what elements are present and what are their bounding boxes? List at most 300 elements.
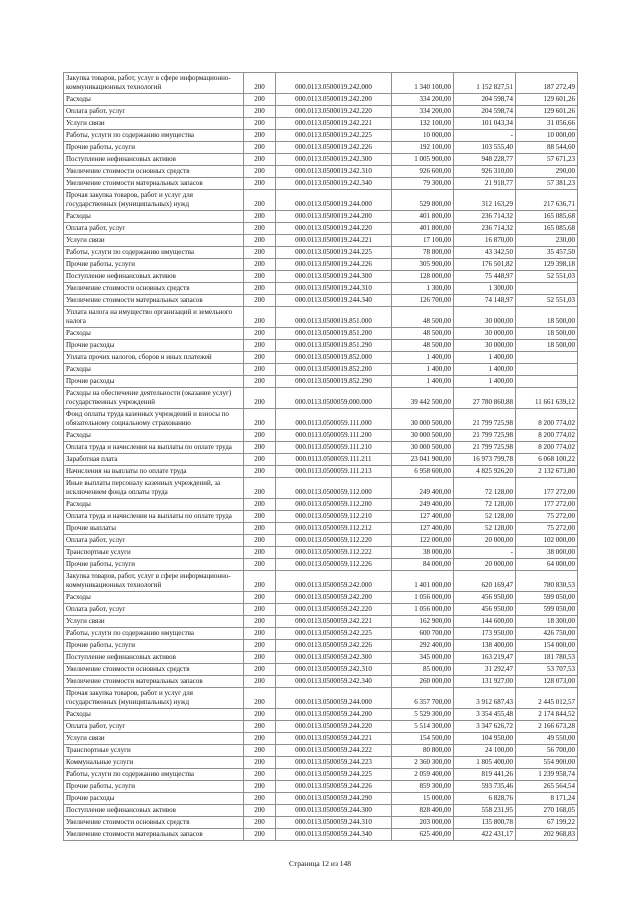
row-line-code-cell: 200 [244,106,276,118]
row-name-cell: Расходы [64,499,244,511]
row-approved-cell: 1 340 100,00 [392,73,454,94]
row-executed-cell: 558 231,95 [454,805,516,817]
row-unexecuted-cell: 177 272,00 [516,478,578,499]
row-executed-cell: 948 228,77 [454,154,516,166]
row-approved-cell: 48 500,00 [392,307,454,328]
row-name-cell: Закупка товаров, работ, услуг в сфере информационно-коммуникационных технологий [64,571,244,592]
row-approved-cell: 1 300,00 [392,283,454,295]
table-row [64,511,578,523]
row-name-cell: Расходы [64,328,244,340]
row-unexecuted-cell: 2 445 012,57 [516,688,578,709]
row-kbk-cell: 000.0113.0500019.244.000 [276,190,392,211]
table-row [64,829,578,841]
row-executed-cell: 236 714,32 [454,223,516,235]
row-executed-cell: 176 501,82 [454,259,516,271]
table-row [64,307,578,328]
row-kbk-cell: 000.0113.0500019.851.200 [276,328,392,340]
row-kbk-cell: 000.0113.0500059.111.210 [276,442,392,454]
row-name-cell: Расходы [64,592,244,604]
row-unexecuted-cell: 75 272,00 [516,511,578,523]
row-line-code-cell: 200 [244,307,276,328]
row-approved-cell: 162 900,00 [392,616,454,628]
row-approved-cell: 292 400,00 [392,640,454,652]
row-unexecuted-cell: 181 780,53 [516,652,578,664]
row-unexecuted-cell: 165 085,68 [516,211,578,223]
row-executed-cell: 75 448,97 [454,271,516,283]
row-approved-cell: 1 005 900,00 [392,154,454,166]
row-line-code-cell: 200 [244,388,276,409]
row-unexecuted-cell: 270 168,05 [516,805,578,817]
row-unexecuted-cell: 1 239 958,74 [516,769,578,781]
row-unexecuted-cell: 57 671,23 [516,154,578,166]
row-name-cell: Прочие расходы [64,340,244,352]
row-approved-cell: 39 442 500,00 [392,388,454,409]
row-executed-cell: 21 799 725,98 [454,409,516,430]
table-row [64,190,578,211]
row-executed-cell: 6 828,76 [454,793,516,805]
row-approved-cell: 334 200,00 [392,106,454,118]
row-approved-cell: 30 000 500,00 [392,430,454,442]
row-executed-cell: 20 000,00 [454,535,516,547]
row-kbk-cell: 000.0113.0500059.112.212 [276,523,392,535]
row-line-code-cell: 200 [244,73,276,94]
table-row [64,259,578,271]
row-executed-cell: 30 000,00 [454,340,516,352]
row-executed-cell: 204 598,74 [454,106,516,118]
table-row [64,364,578,376]
row-name-cell: Прочие расходы [64,376,244,388]
row-name-cell: Оплата работ, услуг [64,106,244,118]
row-line-code-cell: 200 [244,688,276,709]
table-row [64,805,578,817]
row-name-cell: Работы, услуги по содержанию имущества [64,769,244,781]
row-kbk-cell: 000.0113.0500059.244.000 [276,688,392,709]
row-executed-cell: 138 400,00 [454,640,516,652]
row-unexecuted-cell: 8 171,24 [516,793,578,805]
row-name-cell: Расходы [64,211,244,223]
row-executed-cell: 74 148,97 [454,295,516,307]
row-unexecuted-cell: 2 132 673,80 [516,466,578,478]
row-executed-cell: 72 128,00 [454,499,516,511]
row-kbk-cell: 000.0113.0500059.112.220 [276,535,392,547]
table-row [64,628,578,640]
row-unexecuted-cell: 75 272,00 [516,523,578,535]
row-name-cell: Увеличение стоимости основных средств [64,817,244,829]
row-kbk-cell: 000.0113.0500059.244.290 [276,793,392,805]
row-line-code-cell: 200 [244,676,276,688]
row-line-code-cell: 200 [244,283,276,295]
row-line-code-cell: 200 [244,352,276,364]
row-kbk-cell: 000.0113.0500019.244.340 [276,295,392,307]
row-approved-cell: 79 300,00 [392,178,454,190]
row-name-cell: Оплата работ, услуг [64,535,244,547]
table-row [64,283,578,295]
row-kbk-cell: 000.0113.0500059.112.226 [276,559,392,571]
table-row [64,73,578,94]
row-unexecuted-cell: 11 661 639,12 [516,388,578,409]
row-executed-cell: 21 918,77 [454,178,516,190]
row-line-code-cell: 200 [244,805,276,817]
row-line-code-cell: 200 [244,340,276,352]
row-executed-cell: 30 000,00 [454,328,516,340]
table-row [64,178,578,190]
row-executed-cell: 21 799 725,98 [454,430,516,442]
row-approved-cell: 260 000,00 [392,676,454,688]
row-executed-cell: 312 163,29 [454,190,516,211]
row-approved-cell: 401 800,00 [392,223,454,235]
row-line-code-cell: 200 [244,616,276,628]
row-kbk-cell: 000.0113.0500059.242.300 [276,652,392,664]
table-row [64,235,578,247]
table-row [64,592,578,604]
row-line-code-cell: 200 [244,328,276,340]
row-approved-cell: 2 059 400,00 [392,769,454,781]
row-executed-cell: 173 950,00 [454,628,516,640]
row-kbk-cell: 000.0113.0500059.111.000 [276,409,392,430]
row-line-code-cell: 200 [244,757,276,769]
row-kbk-cell: 000.0113.0500059.111.213 [276,466,392,478]
row-line-code-cell: 200 [244,211,276,223]
row-unexecuted-cell: 67 199,22 [516,817,578,829]
row-name-cell: Работы, услуги по содержанию имущества [64,247,244,259]
row-line-code-cell: 200 [244,745,276,757]
row-kbk-cell: 000.0113.0500059.244.226 [276,781,392,793]
row-unexecuted-cell: 2 166 673,28 [516,721,578,733]
row-executed-cell: 1 400,00 [454,376,516,388]
row-kbk-cell: 000.0113.0500019.852.290 [276,376,392,388]
row-approved-cell: 30 000 500,00 [392,409,454,430]
table-row [64,430,578,442]
row-name-cell: Расходы [64,709,244,721]
row-kbk-cell: 000.0113.0500059.244.225 [276,769,392,781]
row-line-code-cell: 200 [244,271,276,283]
row-name-cell: Поступление нефинансовых активов [64,271,244,283]
row-approved-cell: 625 400,00 [392,829,454,841]
row-line-code-cell: 200 [244,511,276,523]
row-kbk-cell: 000.0113.0500059.242.340 [276,676,392,688]
row-line-code-cell: 200 [244,793,276,805]
row-line-code-cell: 200 [244,571,276,592]
row-unexecuted-cell: 599 050,00 [516,592,578,604]
row-kbk-cell: 000.0113.0500019.242.226 [276,142,392,154]
row-line-code-cell: 200 [244,769,276,781]
table-row [64,130,578,142]
row-kbk-cell: 000.0113.0500059.242.310 [276,664,392,676]
table-row [64,94,578,106]
row-approved-cell: 85 000,00 [392,664,454,676]
table-row [64,166,578,178]
row-kbk-cell: 000.0113.0500059.244.222 [276,745,392,757]
row-kbk-cell: 000.0113.0500059.112.210 [276,511,392,523]
table-row [64,535,578,547]
row-approved-cell: 529 800,00 [392,190,454,211]
row-kbk-cell: 000.0113.0500019.242.300 [276,154,392,166]
table-row [64,616,578,628]
row-kbk-cell: 000.0113.0500059.244.221 [276,733,392,745]
row-line-code-cell: 200 [244,454,276,466]
table-row [64,442,578,454]
row-kbk-cell: 000.0113.0500059.112.000 [276,478,392,499]
table-row [64,757,578,769]
row-unexecuted-cell: 8 200 774,02 [516,409,578,430]
row-executed-cell: 16 870,00 [454,235,516,247]
budget-table [63,72,578,841]
row-line-code-cell: 200 [244,235,276,247]
row-approved-cell: 15 000,00 [392,793,454,805]
row-line-code-cell: 200 [244,166,276,178]
row-approved-cell: 6 357 700,00 [392,688,454,709]
table-row [64,676,578,688]
table-row [64,340,578,352]
row-name-cell: Поступление нефинансовых активов [64,805,244,817]
row-approved-cell: 127 400,00 [392,511,454,523]
row-line-code-cell: 200 [244,94,276,106]
budget-table-body [64,73,578,841]
row-name-cell: Услуги связи [64,118,244,130]
row-line-code-cell: 200 [244,190,276,211]
row-name-cell: Увеличение стоимости материальных запасов [64,676,244,688]
row-unexecuted-cell [516,376,578,388]
row-approved-cell: 345 000,00 [392,652,454,664]
row-unexecuted-cell: 49 550,00 [516,733,578,745]
row-unexecuted-cell: 187 272,49 [516,73,578,94]
row-name-cell: Увеличение стоимости основных средств [64,166,244,178]
table-row [64,652,578,664]
row-name-cell: Увеличение стоимости материальных запасов [64,829,244,841]
row-unexecuted-cell: 599 050,00 [516,604,578,616]
row-approved-cell: 6 958 600,00 [392,466,454,478]
row-name-cell: Расходы [64,94,244,106]
row-executed-cell: 135 800,78 [454,817,516,829]
row-line-code-cell: 200 [244,829,276,841]
row-line-code-cell: 200 [244,178,276,190]
row-approved-cell: 1 401 000,00 [392,571,454,592]
table-row [64,328,578,340]
table-row [64,817,578,829]
row-kbk-cell: 000.0113.0500059.242.221 [276,616,392,628]
table-row [64,499,578,511]
row-unexecuted-cell: 177 272,00 [516,499,578,511]
row-kbk-cell: 000.0113.0500059.244.300 [276,805,392,817]
table-row [64,376,578,388]
row-unexecuted-cell: 64 000,00 [516,559,578,571]
row-line-code-cell: 200 [244,628,276,640]
table-row [64,211,578,223]
row-name-cell: Транспортные услуги [64,745,244,757]
row-executed-cell: 43 342,50 [454,247,516,259]
row-approved-cell: 2 360 300,00 [392,757,454,769]
row-name-cell: Увеличение стоимости материальных запасов [64,295,244,307]
row-executed-cell: 52 128,00 [454,511,516,523]
row-name-cell: Расходы [64,364,244,376]
row-name-cell: Начисления на выплаты по оплате труда [64,466,244,478]
row-kbk-cell: 000.0113.0500059.242.220 [276,604,392,616]
row-name-cell: Расходы на обеспечение деятельности (оказание услуг) государственных учреждений [64,388,244,409]
table-row [64,781,578,793]
row-executed-cell: 16 973 799,78 [454,454,516,466]
row-name-cell: Прочие работы, услуги [64,559,244,571]
row-approved-cell: 78 800,00 [392,247,454,259]
row-name-cell: Закупка товаров, работ, услуг в сфере информационно-коммуникационных технологий [64,73,244,94]
row-approved-cell: 1 056 000,00 [392,592,454,604]
row-line-code-cell: 200 [244,247,276,259]
row-name-cell: Увеличение стоимости основных средств [64,283,244,295]
row-kbk-cell: 000.0113.0500019.242.310 [276,166,392,178]
row-approved-cell: 1 400,00 [392,376,454,388]
row-executed-cell: 593 735,46 [454,781,516,793]
row-kbk-cell: 000.0113.0500019.244.226 [276,259,392,271]
row-name-cell: Увеличение стоимости основных средств [64,664,244,676]
table-row [64,352,578,364]
row-approved-cell: 17 100,00 [392,235,454,247]
row-executed-cell: 1 400,00 [454,352,516,364]
row-unexecuted-cell [516,283,578,295]
row-executed-cell: 52 128,00 [454,523,516,535]
table-row [64,640,578,652]
row-line-code-cell: 200 [244,130,276,142]
row-approved-cell: 126 700,00 [392,295,454,307]
row-line-code-cell: 200 [244,259,276,271]
row-line-code-cell: 200 [244,709,276,721]
row-executed-cell: 456 950,00 [454,604,516,616]
row-unexecuted-cell: 8 200 774,02 [516,442,578,454]
row-approved-cell: 1 400,00 [392,352,454,364]
row-name-cell: Расходы [64,430,244,442]
row-approved-cell: 600 700,00 [392,628,454,640]
row-approved-cell: 1 400,00 [392,364,454,376]
row-kbk-cell: 000.0113.0500019.242.340 [276,178,392,190]
table-row [64,142,578,154]
row-unexecuted-cell: 128 073,00 [516,676,578,688]
row-unexecuted-cell: 88 544,60 [516,142,578,154]
row-line-code-cell: 200 [244,664,276,676]
row-line-code-cell: 200 [244,652,276,664]
row-kbk-cell: 000.0113.0500019.242.225 [276,130,392,142]
row-executed-cell: 27 780 860,88 [454,388,516,409]
row-kbk-cell: 000.0113.0500019.242.200 [276,94,392,106]
table-row [64,478,578,499]
row-kbk-cell: 000.0113.0500059.112.200 [276,499,392,511]
row-name-cell: Оплата работ, услуг [64,604,244,616]
row-unexecuted-cell: 426 750,00 [516,628,578,640]
row-line-code-cell: 200 [244,118,276,130]
row-name-cell: Коммунальные услуги [64,757,244,769]
row-kbk-cell: 000.0113.0500059.244.220 [276,721,392,733]
row-unexecuted-cell: 35 457,50 [516,247,578,259]
table-row [64,295,578,307]
table-row [64,388,578,409]
row-approved-cell: 23 041 900,00 [392,454,454,466]
row-executed-cell: 819 441,26 [454,769,516,781]
row-line-code-cell: 200 [244,547,276,559]
table-row [64,559,578,571]
row-kbk-cell: 000.0113.0500059.112.222 [276,547,392,559]
row-unexecuted-cell: 18 500,00 [516,328,578,340]
row-name-cell: Услуги связи [64,733,244,745]
row-approved-cell: 128 000,00 [392,271,454,283]
row-kbk-cell: 000.0113.0500059.111.211 [276,454,392,466]
row-approved-cell: 48 500,00 [392,328,454,340]
row-approved-cell: 192 100,00 [392,142,454,154]
row-approved-cell: 30 000 500,00 [392,442,454,454]
row-approved-cell: 926 600,00 [392,166,454,178]
table-row [64,154,578,166]
row-name-cell: Прочая закупка товаров, работ и услуг для государственных (муниципальных) нужд [64,688,244,709]
row-approved-cell: 828 400,00 [392,805,454,817]
row-name-cell: Работы, услуги по содержанию имущества [64,628,244,640]
row-line-code-cell: 200 [244,154,276,166]
row-unexecuted-cell: 38 000,00 [516,547,578,559]
row-kbk-cell: 000.0113.0500019.242.221 [276,118,392,130]
row-line-code-cell: 200 [244,604,276,616]
row-approved-cell: 305 900,00 [392,259,454,271]
row-executed-cell: 3 347 626,72 [454,721,516,733]
row-line-code-cell: 200 [244,442,276,454]
row-unexecuted-cell: 18 500,00 [516,340,578,352]
page-number: Страница 12 из 148 [288,859,352,868]
row-kbk-cell: 000.0113.0500019.852.000 [276,352,392,364]
row-executed-cell: 31 292,47 [454,664,516,676]
row-approved-cell: 859 300,00 [392,781,454,793]
row-unexecuted-cell: 53 707,53 [516,664,578,676]
row-name-cell: Заработная плата [64,454,244,466]
row-line-code-cell: 200 [244,478,276,499]
table-row [64,466,578,478]
row-name-cell: Поступление нефинансовых активов [64,652,244,664]
row-unexecuted-cell: 18 300,00 [516,616,578,628]
table-row [64,664,578,676]
row-line-code-cell: 200 [244,430,276,442]
row-name-cell: Уплата налога на имущество организаций и земельного налога [64,307,244,328]
row-unexecuted-cell: 129 601,26 [516,94,578,106]
row-unexecuted-cell: 202 968,83 [516,829,578,841]
table-row [64,604,578,616]
row-line-code-cell: 200 [244,781,276,793]
row-approved-cell: 122 000,00 [392,535,454,547]
row-unexecuted-cell: 18 500,00 [516,307,578,328]
row-kbk-cell: 000.0113.0500019.852.200 [276,364,392,376]
table-row [64,454,578,466]
row-line-code-cell: 200 [244,409,276,430]
row-kbk-cell: 000.0113.0500019.242.000 [276,73,392,94]
row-kbk-cell: 000.0113.0500059.242.226 [276,640,392,652]
row-approved-cell: 80 800,00 [392,745,454,757]
row-kbk-cell: 000.0113.0500019.851.000 [276,307,392,328]
row-executed-cell: 926 310,00 [454,166,516,178]
row-executed-cell: 24 100,00 [454,745,516,757]
row-name-cell: Услуги связи [64,616,244,628]
row-executed-cell: 620 169,47 [454,571,516,592]
table-row [64,571,578,592]
row-line-code-cell: 200 [244,559,276,571]
row-name-cell: Оплата работ, услуг [64,223,244,235]
row-line-code-cell: 200 [244,535,276,547]
row-kbk-cell: 000.0113.0500059.244.200 [276,709,392,721]
table-row [64,106,578,118]
row-unexecuted-cell: 10 000,00 [516,130,578,142]
row-kbk-cell: 000.0113.0500059.244.340 [276,829,392,841]
row-kbk-cell: 000.0113.0500019.244.310 [276,283,392,295]
table-row [64,409,578,430]
row-line-code-cell: 200 [244,142,276,154]
row-name-cell: Оплата работ, услуг [64,721,244,733]
table-row [64,769,578,781]
row-unexecuted-cell: 57 381,23 [516,178,578,190]
row-unexecuted-cell [516,352,578,364]
row-approved-cell: 84 000,00 [392,559,454,571]
row-approved-cell: 203 000,00 [392,817,454,829]
row-executed-cell: 20 000,00 [454,559,516,571]
